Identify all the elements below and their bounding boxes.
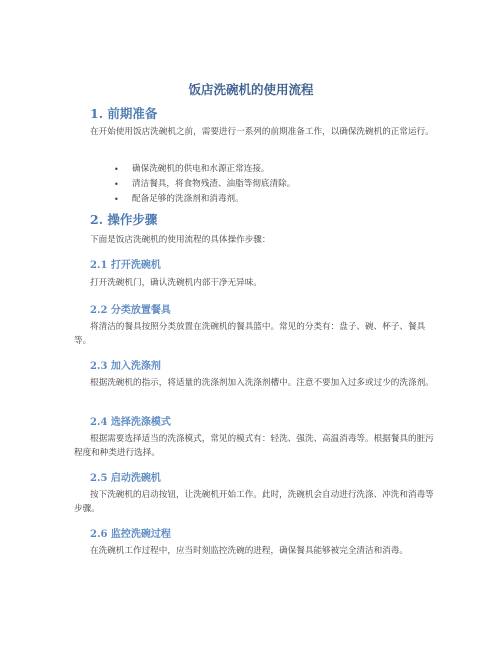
step-text-mode: 根据需要选择适当的洗涤模式，常见的模式有：轻洗、强洗、高温消毒等。根据餐具的脏污程度和种类进行选择。 bbox=[74, 434, 434, 458]
step-heading-detergent: 2.3 加入洗涤剂 bbox=[90, 361, 161, 372]
section-heading-preparation: 1. 前期准备 bbox=[90, 106, 158, 121]
step-heading-monitor: 2.6 监控洗碗过程 bbox=[90, 529, 171, 540]
list-item: • 确保洗碗机的供电和水源正常连接。 bbox=[114, 162, 295, 177]
operation-intro: 下面是饭店洗碗机的使用流程的具体操作步骤： bbox=[90, 235, 271, 245]
step-text-detergent: 根据洗碗机的指示，将适量的洗涤剂加入洗涤剂槽中。注意不要加入过多或过少的洗涤剂。 bbox=[90, 378, 434, 388]
step-heading-start: 2.5 启动洗碗机 bbox=[90, 473, 161, 484]
bullet-icon: • bbox=[114, 195, 119, 204]
list-item: • 清洁餐具，将食物残渣、油脂等彻底清除。 bbox=[114, 177, 295, 192]
step-heading-sort: 2.2 分类放置餐具 bbox=[90, 305, 171, 316]
preparation-checklist bbox=[114, 162, 295, 207]
bullet-icon: • bbox=[114, 180, 119, 189]
step-text-start: 按下洗碗机的启动按钮，让洗碗机开始工作。此时，洗碗机会自动进行洗涤、冲洗和消毒等步骤。 bbox=[74, 490, 434, 514]
step-heading-open: 2.1 打开洗碗机 bbox=[90, 260, 161, 271]
step-text-monitor: 在洗碗机工作过程中，应当时刻监控洗碗的进程，确保餐具能够被完全清洁和消毒。 bbox=[90, 546, 408, 556]
document-title: 饭店洗碗机的使用流程 bbox=[188, 82, 314, 97]
step-heading-mode: 2.4 选择洗涤模式 bbox=[90, 417, 171, 428]
section-heading-operation: 2. 操作步骤 bbox=[90, 212, 158, 227]
step-text-sort: 将清洁的餐具按照分类放置在洗碗机的餐具篮中。常见的分类有：盘子、碗、杯子、餐具等。 bbox=[74, 322, 426, 346]
list-item: • 配备足够的洗涤剂和消毒剂。 bbox=[114, 192, 295, 207]
preparation-intro: 在开始使用饭店洗碗机之前，需要进行一系列的前期准备工作，以确保洗碗机的正常运行。 bbox=[90, 127, 434, 137]
bullet-icon: • bbox=[114, 165, 119, 174]
step-text-open: 打开洗碗机门，确认洗碗机内部干净无异味。 bbox=[90, 278, 262, 288]
